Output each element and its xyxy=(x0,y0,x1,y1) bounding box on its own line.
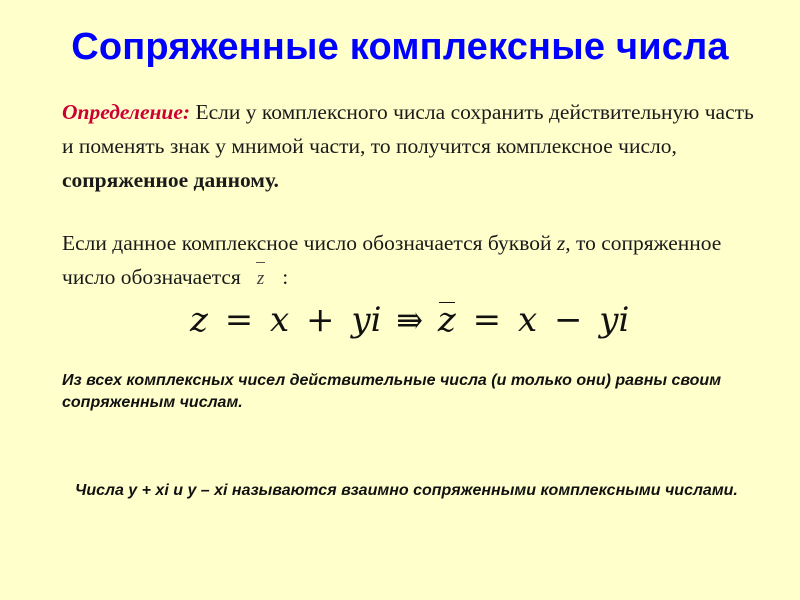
definition-text: Если у комплексного числа сохранить действительную часть и поменять знак у мнимой части, то получится комплексное число, xyxy=(62,100,754,158)
formula-equals-1: = xyxy=(224,300,254,340)
notation-text-1: Если данное комплексное число обозначается буквой xyxy=(62,231,557,255)
formula-minus: − xyxy=(553,300,583,340)
formula-x-2: x xyxy=(517,300,538,340)
formula-equals-2: = xyxy=(472,300,502,340)
implies-arrow-icon: ⇛ xyxy=(396,301,424,339)
notation-variable: z xyxy=(556,231,566,255)
formula-yi-1: yi xyxy=(351,300,382,340)
formula-plus: + xyxy=(306,300,335,340)
note-real-numbers: Из всех комплексных чисел действительные числа (и только они) равны своим сопряженным числам. xyxy=(62,372,722,411)
definition-bold-text: сопряженное данному. xyxy=(62,168,279,192)
formula-x-1: x xyxy=(270,300,290,340)
conjugate-formula xyxy=(190,300,629,350)
formula-z-conjugate: z xyxy=(437,300,456,340)
conjugate-symbol: z xyxy=(257,262,264,296)
notation-text-2: , то сопряженное число обозначается xyxy=(62,231,722,289)
definition-paragraph xyxy=(62,95,762,197)
notation-paragraph xyxy=(62,226,762,296)
note-mutual-conjugates: Числа y + xi и y – xi называются взаимно сопряженными комплексными числами. xyxy=(75,482,738,499)
definition-label: Определение: xyxy=(62,100,191,124)
formula-z: z xyxy=(190,300,208,340)
notation-text-3: : xyxy=(282,265,289,289)
slide-title: Сопряженные комплексные числа xyxy=(71,26,729,68)
formula-yi-2: yi xyxy=(599,300,630,340)
